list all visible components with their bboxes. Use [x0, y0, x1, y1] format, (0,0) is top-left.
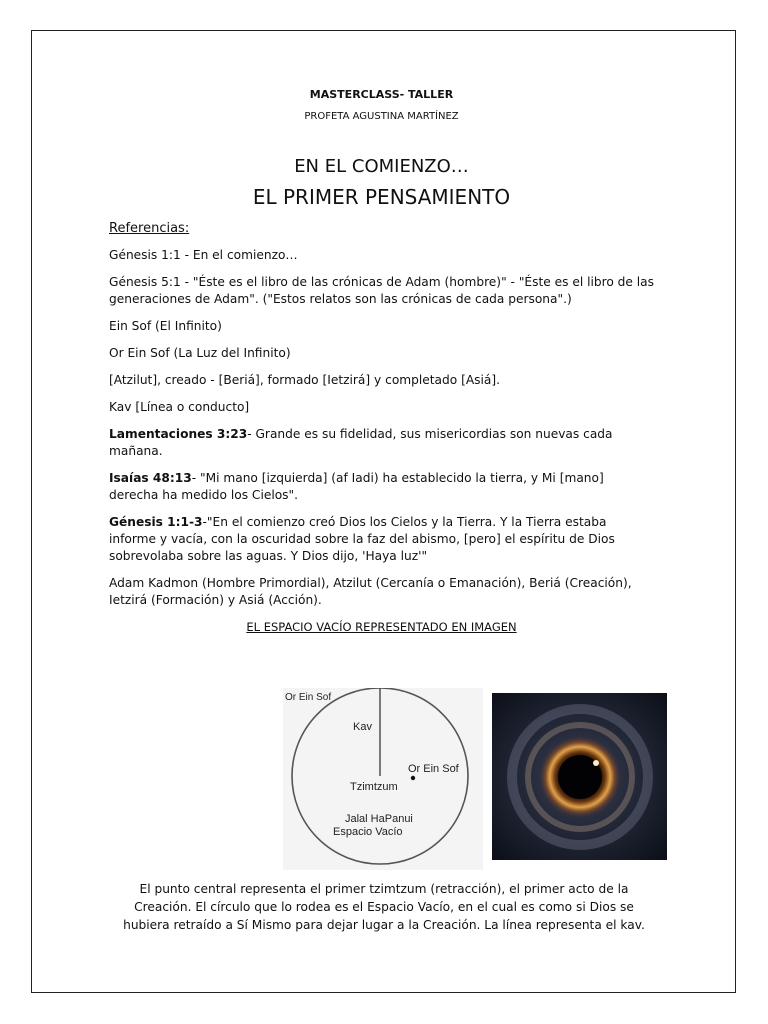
cosmic-void-image: [492, 693, 667, 860]
references-list: [109, 247, 654, 609]
references-heading: Referencias:: [109, 221, 190, 236]
reference-item: [109, 399, 654, 416]
document-body: [109, 86, 654, 636]
reference-text: Or Ein Sof (La Luz del Infinito): [109, 346, 291, 360]
reference-text: - Grande es su fidelidad, sus misericordias son nuevas cada mañana.: [109, 427, 613, 458]
reference-text: -"En el comienzo creó Dios los Cielos y la Tierra. Y la Tierra estaba informe y vacía, con la oscuridad sobre la faz del abismo, [pero] el espíritu de Dios sobrevolaba sobre las aguas. Y Dios dijo, 'Haya luz'": [109, 515, 615, 563]
label-jalal-hapanui: Jalal HaPanui: [345, 813, 413, 825]
document-author: PROFETA AGUSTINA MARTÍNEZ: [304, 111, 459, 122]
label-espacio-vacio: Espacio Vacío: [333, 826, 403, 838]
reference-text: Adam Kadmon (Hombre Primordial), Atzilut (Cercanía o Emanación), Beriá (Creación), Ietzirá (Formación) y Asiá (Acción).: [109, 576, 632, 607]
reference-text: Génesis 1:1 - En el comienzo…: [109, 248, 298, 262]
reference-text: Ein Sof (El Infinito): [109, 319, 222, 333]
reference-citation: Lamentaciones 3:23: [109, 427, 248, 441]
image-caption: El punto central representa el primer tzimtzum (retracción), el primer acto de la Creación. El círculo que lo rodea es el Espacio Vacío, en el cual es como si Dios se hubiera retraído a Sí Mismo para dejar lugar a la Creación. La línea representa el kav.: [123, 882, 645, 932]
reference-item: [109, 274, 654, 308]
reference-item: [109, 514, 654, 565]
reference-item: [109, 575, 654, 609]
reference-citation: Isaías 48:13: [109, 471, 192, 485]
light-flare: [593, 760, 599, 766]
tzimtzum-diagram: [283, 688, 483, 870]
image-row: [0, 688, 768, 870]
center-point: [411, 776, 415, 780]
reference-text: - "Mi mano [izquierda] (af Iadi) ha establecido la tierra, y Mi [mano] derecha ha medido los Cielos".: [109, 471, 604, 502]
label-tzimtzum: Tzimtzum: [350, 781, 398, 793]
title-line-2: EL PRIMER PENSAMIENTO: [252, 185, 511, 209]
reference-item: [109, 247, 654, 264]
label-or-ein-sof-outer: Or Ein Sof: [285, 692, 332, 703]
reference-item: [109, 426, 654, 460]
reference-text: [Atzilut], creado - [Beriá], formado [Ietzirá] y completado [Asiá].: [109, 373, 501, 387]
reference-item: [109, 372, 654, 389]
reference-item: [109, 470, 654, 504]
reference-citation: Génesis 1:1-3: [109, 515, 203, 529]
reference-item: [109, 318, 654, 335]
reference-text: Kav [Línea o conducto]: [109, 400, 250, 414]
label-or-ein-sof-inner: Or Ein Sof: [408, 763, 459, 775]
diagram-background: [283, 688, 483, 870]
reference-text: Génesis 5:1 - "Éste es el libro de las crónicas de Adam (hombre)" - "Éste es el libro de las generaciones de Adam". ("Estos relatos son las crónicas de cada persona".): [109, 275, 654, 306]
reference-item: [109, 345, 654, 362]
document-kicker: MASTERCLASS- TALLER: [309, 88, 454, 101]
section-title: EL ESPACIO VACÍO REPRESENTADO EN IMAGEN: [246, 620, 517, 634]
title-line-1: EN EL COMIENZO…: [294, 156, 469, 177]
label-kav: Kav: [353, 721, 372, 733]
